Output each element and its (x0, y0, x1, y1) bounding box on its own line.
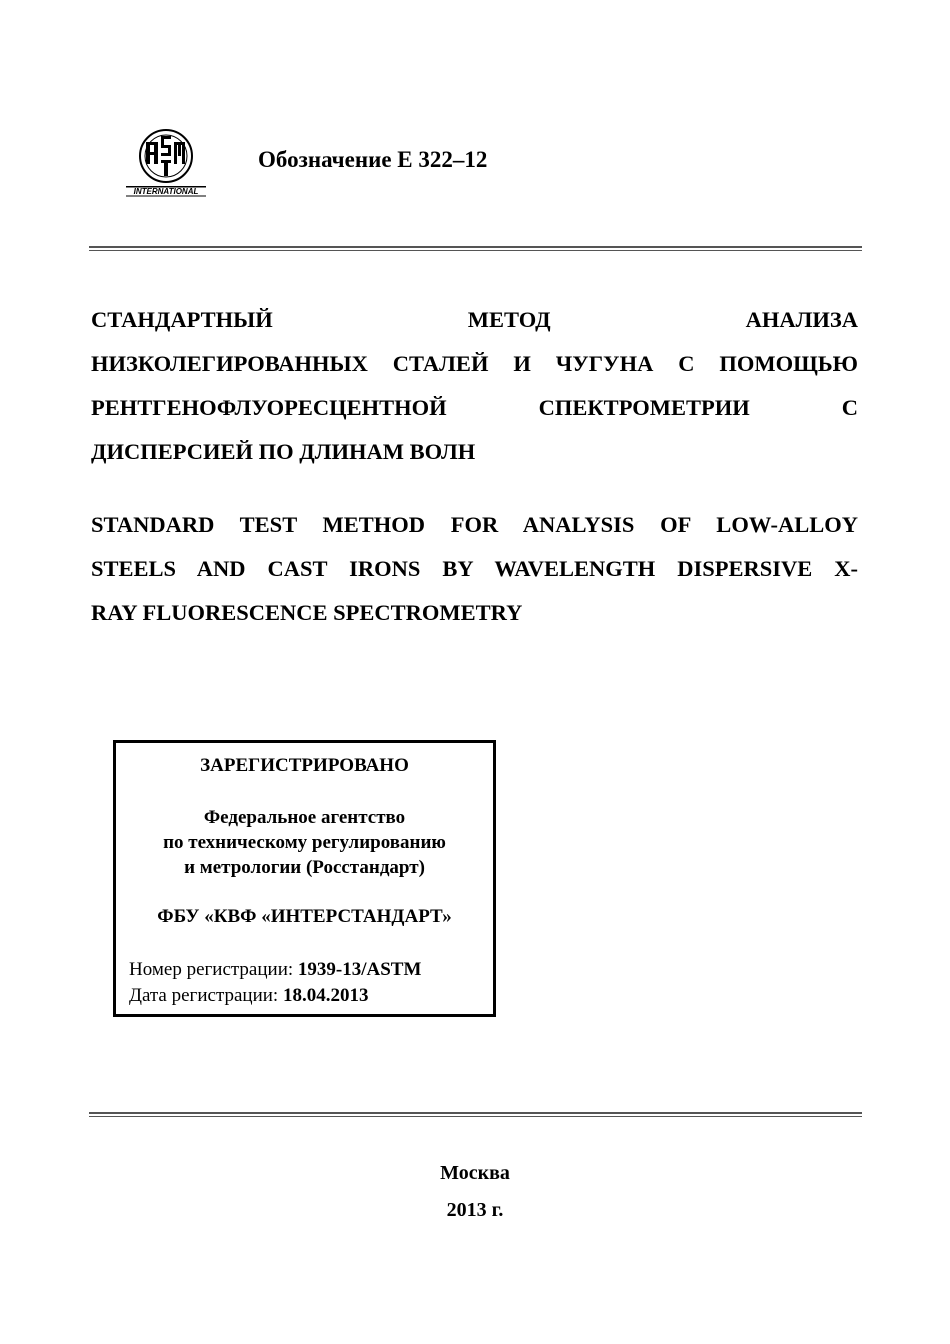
agency-line: по техническому регулированию (163, 832, 446, 853)
title-russian (91, 298, 858, 474)
registration-date-label: Дата регистрации: (129, 985, 283, 1006)
agency-line: Федеральное агентство (203, 807, 406, 828)
title-ru-line: РЕНТГЕНОФЛУОРЕСЦЕНТНОЙ СПЕКТРОМЕТРИИ С (91, 395, 858, 420)
astm-international-logo (124, 128, 208, 198)
registration-date-value: 18.04.2013 (282, 985, 369, 1006)
top-divider (89, 246, 862, 251)
publication-city: Москва (440, 1162, 510, 1184)
bottom-divider (89, 1112, 862, 1117)
agency-line: и метрологии (Росстандарт) (184, 857, 425, 878)
registration-agency (116, 805, 493, 880)
registration-number-label: Номер регистрации: (129, 959, 298, 980)
title-english (91, 503, 858, 635)
registration-date (129, 985, 368, 1007)
title-ru-line: ДИСПЕРСИЕЙ ПО ДЛИНАМ ВОЛН (91, 439, 476, 464)
document-designation: Обозначение E 322–12 (258, 147, 488, 172)
title-en-line: STEELS AND CAST IRONS BY WAVELENGTH DISPERSIVE X- (91, 556, 858, 581)
registration-organization: ФБУ «КВФ «ИНТЕРСТАНДАРТ» (157, 906, 452, 927)
title-en-line: RAY FLUORESCENCE SPECTROMETRY (91, 600, 523, 625)
svg-text:INTERNATIONAL: INTERNATIONAL (133, 187, 199, 196)
registration-heading: ЗАРЕГИСТРИРОВАНО (200, 755, 409, 776)
publication-year: 2013 г. (446, 1199, 504, 1221)
registration-number (129, 959, 421, 981)
title-ru-line: СТАНДАРТНЫЙ МЕТОД АНАЛИЗА (91, 307, 858, 332)
registration-box (113, 740, 496, 1017)
title-ru-line: НИЗКОЛЕГИРОВАННЫХ СТАЛЕЙ И ЧУГУНА С ПОМОЩЬЮ (91, 351, 858, 376)
registration-number-value: 1939-13/ASTM (297, 959, 422, 980)
title-en-line: STANDARD TEST METHOD FOR ANALYSIS OF LOW-ALLOY (91, 512, 858, 537)
